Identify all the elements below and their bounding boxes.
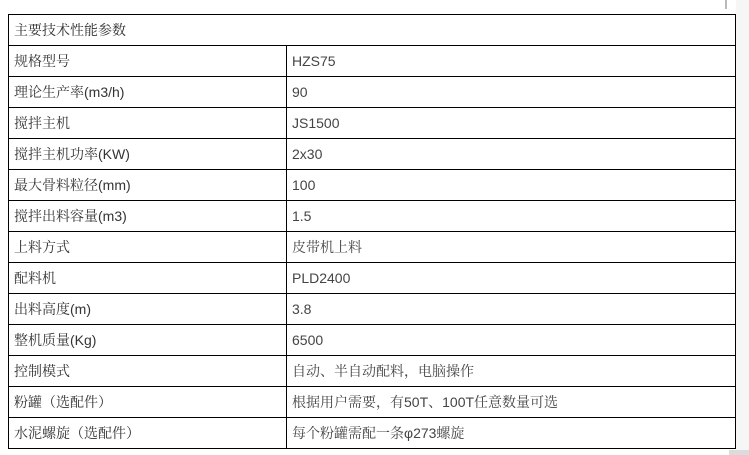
table-row xyxy=(9,170,736,201)
row-label: 搅拌主机 xyxy=(9,108,287,139)
row-label: 粉罐（选配件） xyxy=(9,387,287,418)
scrollbar-track[interactable] xyxy=(736,0,749,455)
row-value: 90 xyxy=(287,77,736,108)
row-value: JS1500 xyxy=(287,108,736,139)
table-row xyxy=(9,387,736,418)
table-row xyxy=(9,263,736,294)
row-label: 搅拌出料容量(m3) xyxy=(9,201,287,232)
row-value: 100 xyxy=(287,170,736,201)
table-row xyxy=(9,46,736,77)
row-value: 1.5 xyxy=(287,201,736,232)
table-row xyxy=(9,325,736,356)
table-row xyxy=(9,201,736,232)
row-value: 根据用户需要，有50T、100T任意数量可选 xyxy=(287,387,736,418)
row-value: PLD2400 xyxy=(287,263,736,294)
table-title: 主要技术性能参数 xyxy=(9,15,736,46)
row-value: 自动、半自动配料，电脑操作 xyxy=(287,356,736,387)
row-value: HZS75 xyxy=(287,46,736,77)
row-label: 控制模式 xyxy=(9,356,287,387)
table-row xyxy=(9,139,736,170)
table-row xyxy=(9,77,736,108)
row-value: 皮带机上料 xyxy=(287,232,736,263)
row-label: 上料方式 xyxy=(9,232,287,263)
row-label: 规格型号 xyxy=(9,46,287,77)
table-row xyxy=(9,294,736,325)
scrollbar-thumb-top[interactable] xyxy=(725,0,727,9)
row-label: 整机质量(Kg) xyxy=(9,325,287,356)
row-label: 配料机 xyxy=(9,263,287,294)
row-label: 理论生产率(m3/h) xyxy=(9,77,287,108)
spec-table xyxy=(8,14,736,449)
row-value: 每个粉罐需配一条φ273螺旋 xyxy=(287,418,736,449)
row-label: 水泥螺旋（选配件） xyxy=(9,418,287,449)
table-row xyxy=(9,356,736,387)
row-label: 搅拌主机功率(KW) xyxy=(9,139,287,170)
scrollbar-thumb-bottom[interactable] xyxy=(729,450,749,455)
table-row xyxy=(9,108,736,139)
table-title-row xyxy=(9,15,736,46)
row-value: 3.8 xyxy=(287,294,736,325)
row-label: 最大骨料粒径(mm) xyxy=(9,170,287,201)
table-row xyxy=(9,418,736,449)
row-value: 2x30 xyxy=(287,139,736,170)
row-value: 6500 xyxy=(287,325,736,356)
row-label: 出料高度(m) xyxy=(9,294,287,325)
table-row xyxy=(9,232,736,263)
